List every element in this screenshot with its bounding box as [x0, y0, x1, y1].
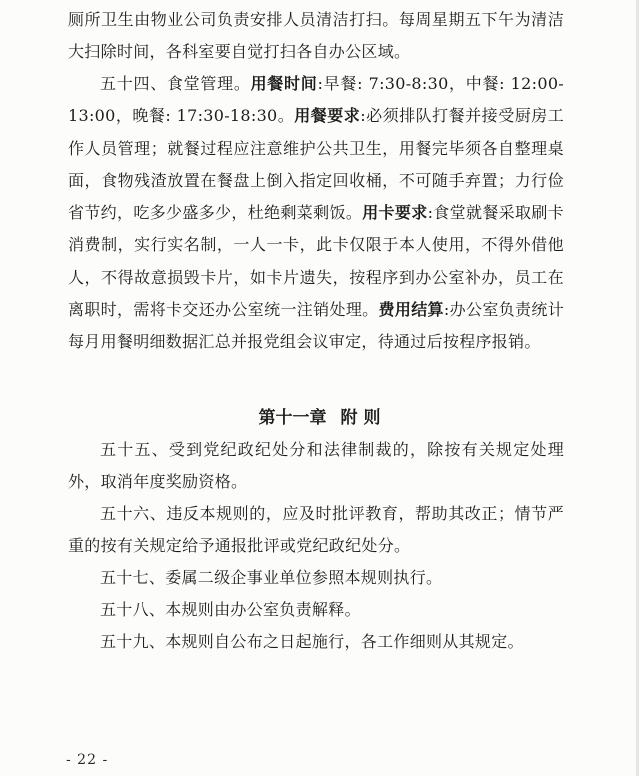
article-54-lead: 五十四、食堂管理。 — [100, 74, 251, 93]
label-card-requirement: 用卡要求 — [362, 203, 428, 223]
article-56: 五十六、违反本规则的，应及时批评教育，帮助其改正；情节严重的按有关规定给予通报批评或党纪政纪处分。 — [68, 504, 564, 556]
fragment-paragraph — [68, 4, 564, 69]
fragment-line-1: 厕所卫生由物业公司负责安排人员清洁打扫。每周星期五下午 — [68, 10, 515, 29]
meal-time-text: :早餐: 7:30-8:30，中餐: 12:00-13:00，晚餐: 17:30-18:30。 — [68, 74, 564, 126]
page-number: - 22 - — [66, 752, 109, 768]
label-meal-time: 用餐时间 — [250, 74, 318, 93]
chapter-title: 附 则 — [340, 408, 381, 428]
label-fee-settlement: 费用结算 — [378, 300, 444, 320]
fee-settlement-text: :办公室负责统计每月用餐明细数据汇总并报党组会议审定，待通过后按程序报销。 — [68, 300, 564, 352]
chapter-number: 第十一章 — [258, 408, 327, 428]
fragment-line-2: 为清洁大扫除时间，各科室要自觉打扫各自办公区域。 — [68, 10, 564, 62]
card-requirement-text: :食堂就餐采取刷卡消费制，实行实名制，一人一卡，此卡仅限于本人使用，不得外借他人，不得故意损毁卡片，如卡片遗失，按程序到办公室补办，员工在离职时，需将卡交还办公室统一注销处理。 — [68, 203, 564, 320]
article-58: 五十八、本规则由办公室负责解释。 — [100, 600, 361, 619]
chapter-heading — [0, 402, 639, 434]
article-54 — [68, 68, 564, 359]
meal-requirement-text: :必须排队打餐并接受厨房工作人员管理；就餐过程应注意维护公共卫生，用餐完毕须各自整理桌面，食物残渣放置在餐盘上倒入指定回收桶，不可随手弃置；力行俭省节约，吃多少盛多少，杜绝剩菜剩饭。 — [68, 106, 565, 223]
article-59: 五十九、本规则自公布之日起施行，各工作细则从其规定。 — [100, 632, 524, 651]
article-57: 五十七、委属二级企事业单位参照本规则执行。 — [100, 568, 443, 587]
article-55: 五十五、受到党纪政纪处分和法律制裁的，除按有关规定处理外，取消年度奖励资格。 — [68, 440, 564, 492]
label-meal-requirement: 用餐要求 — [294, 106, 361, 126]
